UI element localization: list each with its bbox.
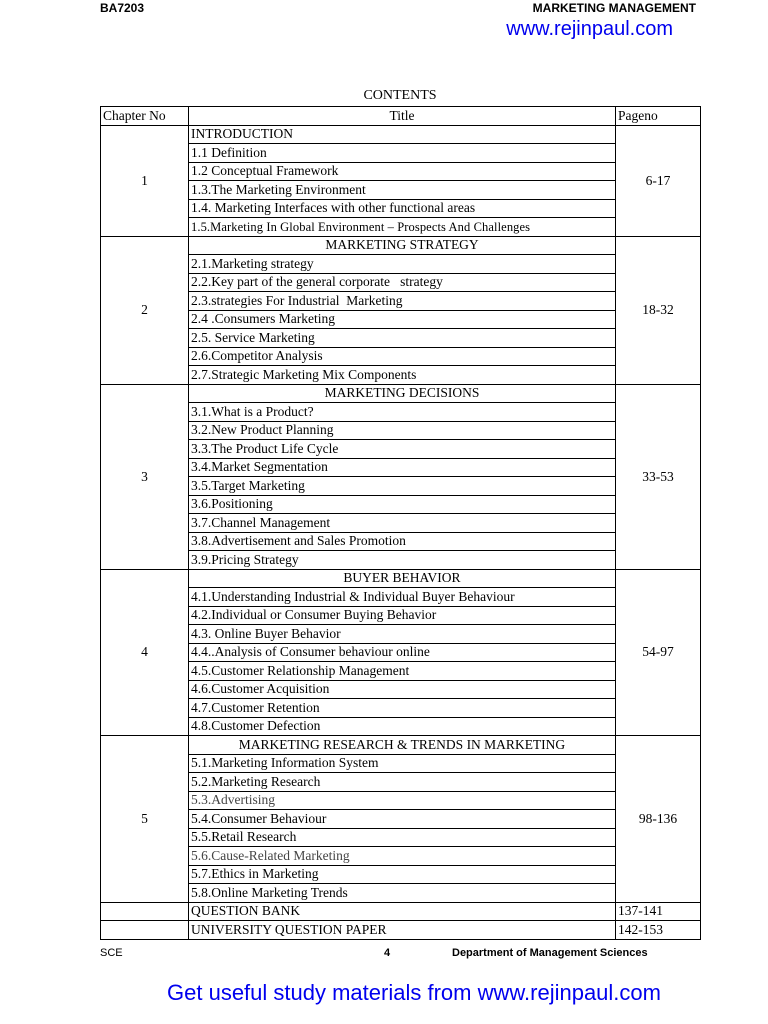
topic-item[interactable]: 1.2 Conceptual Framework	[189, 162, 616, 181]
page-range: 18-32	[616, 236, 701, 384]
chapter-number: 3	[101, 384, 189, 569]
table-row	[101, 884, 701, 903]
table-row	[101, 162, 701, 181]
topic-item[interactable]: 3.3.The Product Life Cycle	[189, 440, 616, 459]
topic-item[interactable]: 2.5. Service Marketing	[189, 329, 616, 348]
topic-item[interactable]: 3.5.Target Marketing	[189, 477, 616, 496]
topic-item[interactable]: 5.3.Advertising	[189, 791, 616, 810]
topic-item[interactable]: 4.2.Individual or Consumer Buying Behavior	[189, 606, 616, 625]
table-row	[101, 551, 701, 570]
subject-title: MARKETING MANAGEMENT	[532, 1, 696, 15]
table-row	[101, 680, 701, 699]
topic-item[interactable]: 3.4.Market Segmentation	[189, 458, 616, 477]
table-row	[101, 218, 701, 237]
topic-item[interactable]: 5.5.Retail Research	[189, 828, 616, 847]
section-title: INTRODUCTION	[189, 125, 616, 144]
topic-item[interactable]: 3.2.New Product Planning	[189, 421, 616, 440]
topic-item[interactable]: 1.4. Marketing Interfaces with other functional areas	[189, 199, 616, 218]
table-row	[101, 588, 701, 607]
table-row	[101, 477, 701, 496]
topic-item[interactable]: 5.7.Ethics in Marketing	[189, 865, 616, 884]
question-bank-pages: 137-141	[616, 902, 701, 921]
topic-item[interactable]: 1.3.The Marketing Environment	[189, 181, 616, 200]
table-row	[101, 791, 701, 810]
topic-item[interactable]: 2.7.Strategic Marketing Mix Components	[189, 366, 616, 385]
topic-item[interactable]: 3.8.Advertisement and Sales Promotion	[189, 532, 616, 551]
topic-item[interactable]: 4.4..Analysis of Consumer behaviour online	[189, 643, 616, 662]
table-row	[101, 754, 701, 773]
topic-item[interactable]: 2.6.Competitor Analysis	[189, 347, 616, 366]
contents-table-body	[101, 107, 701, 940]
table-row	[101, 736, 701, 755]
university-paper-title[interactable]: UNIVERSITY QUESTION PAPER	[189, 921, 616, 940]
table-row	[101, 347, 701, 366]
topic-item[interactable]: 5.4.Consumer Behaviour	[189, 810, 616, 829]
table-header-row	[101, 107, 701, 126]
promo-banner[interactable]: Get useful study materials from www.rejinpaul.com	[167, 980, 661, 1005]
website-link[interactable]: www.rejinpaul.com	[506, 18, 673, 40]
topic-item[interactable]: 4.8.Customer Defection	[189, 717, 616, 736]
table-row	[101, 514, 701, 533]
table-row	[101, 273, 701, 292]
contents-heading: CONTENTS	[363, 88, 437, 103]
section-title: MARKETING DECISIONS	[189, 384, 616, 403]
table-row	[101, 495, 701, 514]
page-range: 33-53	[616, 384, 701, 569]
topic-item[interactable]: 4.1.Understanding Industrial & Individual Buyer Behaviour	[189, 588, 616, 607]
table-row	[101, 440, 701, 459]
table-row	[101, 921, 701, 940]
page-range: 6-17	[616, 125, 701, 236]
topic-item[interactable]: 3.7.Channel Management	[189, 514, 616, 533]
topic-item[interactable]: 1.1 Definition	[189, 144, 616, 163]
table-row	[101, 421, 701, 440]
table-row	[101, 847, 701, 866]
table-row	[101, 773, 701, 792]
table-row	[101, 625, 701, 644]
topic-item[interactable]: 2.3.strategies For Industrial Marketing	[189, 292, 616, 311]
contents-table	[100, 106, 701, 940]
chapter-number: 2	[101, 236, 189, 384]
table-row	[101, 902, 701, 921]
page-range: 98-136	[616, 736, 701, 903]
table-row	[101, 810, 701, 829]
table-row	[101, 569, 701, 588]
table-row	[101, 403, 701, 422]
topic-item[interactable]: 5.2.Marketing Research	[189, 773, 616, 792]
table-row	[101, 310, 701, 329]
section-title: MARKETING STRATEGY	[189, 236, 616, 255]
table-row	[101, 865, 701, 884]
empty-chapter-cell	[101, 902, 189, 921]
chapter-number: 5	[101, 736, 189, 903]
table-row	[101, 662, 701, 681]
header-chapter-no: Chapter No	[101, 107, 189, 126]
topic-item[interactable]: 3.9.Pricing Strategy	[189, 551, 616, 570]
topic-item[interactable]: 3.6.Positioning	[189, 495, 616, 514]
chapter-number: 4	[101, 569, 189, 736]
university-paper-pages: 142-153	[616, 921, 701, 940]
topic-item[interactable]: 5.6.Cause-Related Marketing	[189, 847, 616, 866]
footer-department: Department of Management Sciences	[452, 947, 648, 959]
table-row	[101, 717, 701, 736]
table-row	[101, 255, 701, 274]
header-title: Title	[189, 107, 616, 126]
table-row	[101, 329, 701, 348]
topic-item[interactable]: 5.1.Marketing Information System	[189, 754, 616, 773]
empty-chapter-cell	[101, 921, 189, 940]
table-row	[101, 458, 701, 477]
question-bank-title[interactable]: QUESTION BANK	[189, 902, 616, 921]
topic-item[interactable]: 3.1.What is a Product?	[189, 403, 616, 422]
table-row	[101, 828, 701, 847]
table-row	[101, 292, 701, 311]
table-row	[101, 384, 701, 403]
topic-item[interactable]: 4.3. Online Buyer Behavior	[189, 625, 616, 644]
table-row	[101, 532, 701, 551]
table-row	[101, 236, 701, 255]
footer-page-number: 4	[384, 947, 391, 959]
topic-item[interactable]: 5.8.Online Marketing Trends	[189, 884, 616, 903]
table-row	[101, 699, 701, 718]
chapter-number: 1	[101, 125, 189, 236]
table-row	[101, 125, 701, 144]
topic-item[interactable]: 4.6.Customer Acquisition	[189, 680, 616, 699]
topic-item[interactable]: 4.7.Customer Retention	[189, 699, 616, 718]
topic-item[interactable]: 1.5.Marketing In Global Environment – Prospects And Challenges	[189, 218, 616, 237]
table-row	[101, 643, 701, 662]
topic-item[interactable]: 2.4 .Consumers Marketing	[189, 310, 616, 329]
table-row	[101, 181, 701, 200]
topic-item[interactable]: 4.5.Customer Relationship Management	[189, 662, 616, 681]
topic-item[interactable]: 2.1.Marketing strategy	[189, 255, 616, 274]
table-row	[101, 199, 701, 218]
header-pageno: Pageno	[616, 107, 701, 126]
page-range: 54-97	[616, 569, 701, 736]
table-row	[101, 366, 701, 385]
table-row	[101, 144, 701, 163]
table-row	[101, 606, 701, 625]
footer-institution: SCE	[100, 947, 123, 959]
section-title: BUYER BEHAVIOR	[189, 569, 616, 588]
section-title: MARKETING RESEARCH & TRENDS IN MARKETING	[189, 736, 616, 755]
topic-item[interactable]: 2.2.Key part of the general corporate strategy	[189, 273, 616, 292]
course-code: BA7203	[100, 1, 145, 15]
